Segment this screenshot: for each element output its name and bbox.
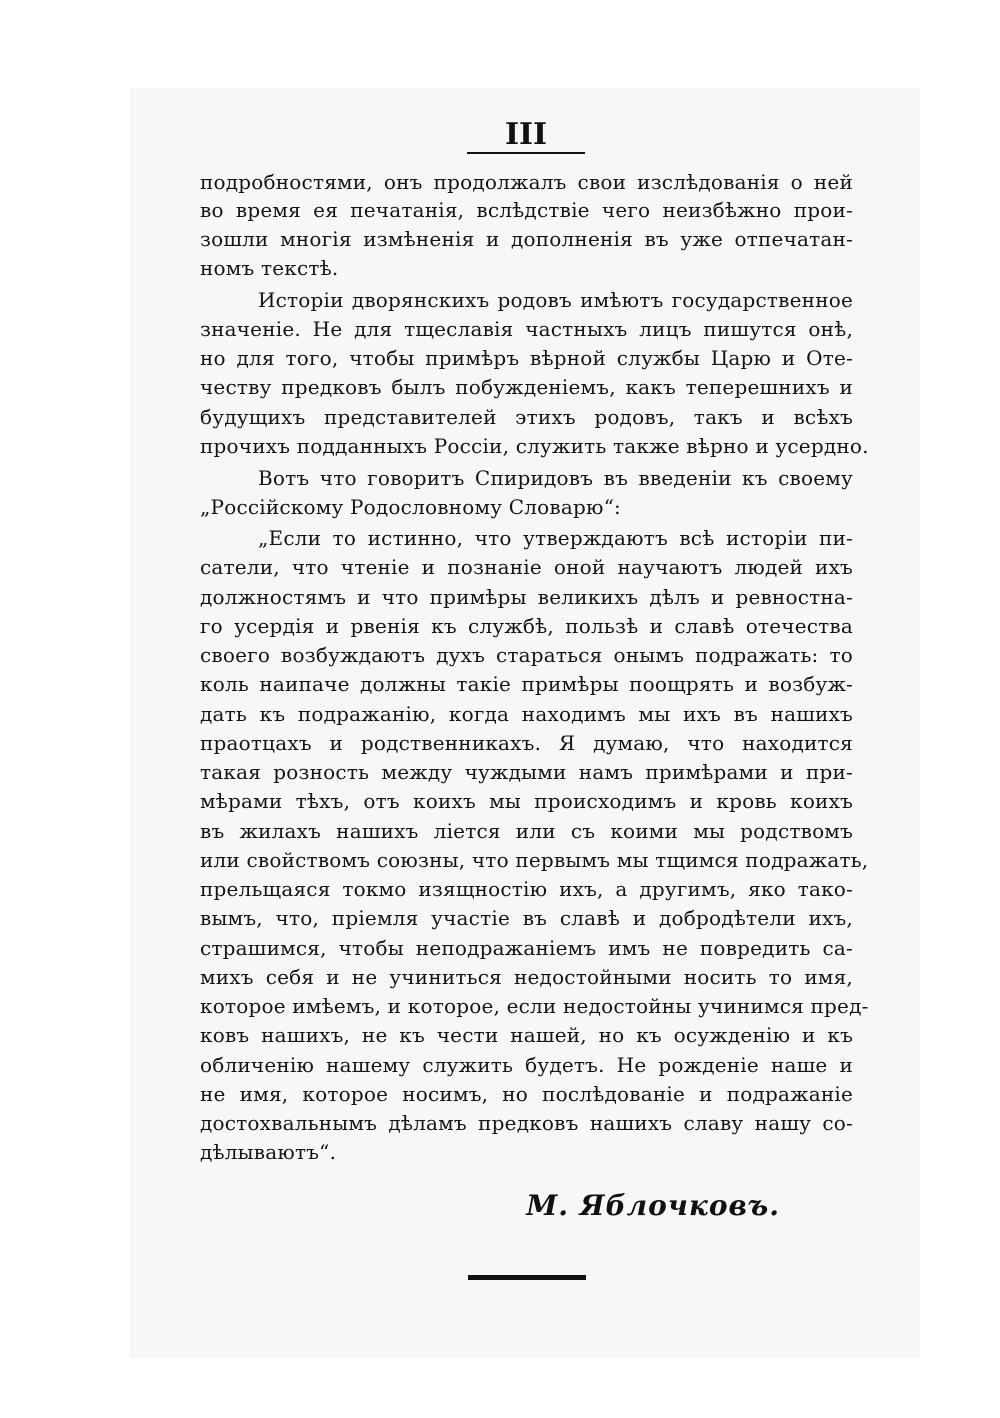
- text-line: достохвальнымъ дѣламъ предковъ нашихъ славу нашу со-: [200, 1111, 853, 1135]
- text-line: ковъ нашихъ, не къ чести нашей, но къ осужденію и къ: [200, 1023, 853, 1047]
- text-line: своего возбуждаютъ духъ стараться онымъ подражать: то: [200, 643, 853, 667]
- text-line: Вотъ что говоритъ Спиридовъ въ введеніи къ своему: [258, 466, 853, 490]
- text-line: страшимся, чтобы неподражаніемъ имъ не повредить са-: [200, 936, 853, 960]
- header-rule: [467, 152, 585, 154]
- text-line: не имя, которое носимъ, но послѣдованіе и подражаніе: [200, 1082, 853, 1106]
- text-line: обличенію нашему служить будетъ. Не рожденіе наше и: [200, 1053, 853, 1077]
- text-line: „Если то истинно, что утверждаютъ всѣ исторіи пи-: [258, 526, 853, 550]
- text-line: честву предковъ былъ побужденіемъ, какъ теперешнихъ и: [200, 375, 853, 399]
- signature: М. Яблочковъ.: [526, 1189, 780, 1222]
- text-line: прочихъ подданныхъ Россіи, служить также вѣрно и усердно.: [200, 434, 869, 458]
- text-line: значеніе. Не для тщеславія частныхъ лицъ пишутся онѣ,: [200, 317, 853, 341]
- text-line: Исторіи дворянскихъ родовъ имѣютъ государственное: [258, 288, 853, 312]
- page-number: III: [504, 117, 548, 152]
- text-line: во время ея печатанія, вслѣдствіе чего неизбѣжно прои-: [200, 198, 853, 222]
- text-line: подробностями, онъ продолжалъ свои изслѣдованія о ней: [200, 170, 853, 194]
- text-line: дѣлываютъ“.: [200, 1140, 337, 1164]
- text-line: прельщаяся токмо изящностію ихъ, а другимъ, яко тако-: [200, 877, 853, 901]
- text-line: коль наипаче должны такіе примѣры поощрять и возбуж-: [200, 672, 853, 696]
- text-line: или свойствомъ союзны, что первымъ мы тщимся подражать,: [200, 848, 869, 872]
- text-line: будущихъ представителей этихъ родовъ, такъ и всѣхъ: [200, 405, 853, 429]
- text-line: вымъ, что, пріемля участіе въ славѣ и добродѣтели ихъ,: [200, 906, 853, 930]
- text-line: праотцахъ и родственникахъ. Я думаю, что находится: [200, 731, 853, 755]
- text-line: го усердія и рвенія къ службѣ, пользѣ и славѣ отечества: [200, 614, 853, 638]
- text-line: михъ себя и не учиниться недостойными носить то имя,: [200, 965, 853, 989]
- text-line: которое имѣемъ, и которое, если недостойны учинимся пред-: [200, 994, 869, 1018]
- text-line: такая розность между чуждыми намъ примѣрами и при-: [200, 760, 853, 784]
- text-line: зошли многія измѣненія и дополненія въ уже отпечатан-: [200, 227, 853, 251]
- text-line: но для того, чтобы примѣръ вѣрной службы Царю и Оте-: [200, 346, 853, 370]
- text-line: номъ текстѣ.: [200, 256, 339, 280]
- text-line: мѣрами тѣхъ, отъ коихъ мы происходимъ и кровь коихъ: [200, 789, 853, 813]
- text-line: сатели, что чтеніе и познаніе оной научаютъ людей ихъ: [200, 555, 853, 579]
- text-line: „Россійскому Родословному Словарю“:: [200, 495, 621, 519]
- text-line: должностямъ и что примѣры великихъ дѣлъ и ревностна-: [200, 585, 853, 609]
- end-rule: [468, 1275, 586, 1280]
- text-line: въ жилахъ нашихъ ліется или съ коими мы родствомъ: [200, 819, 853, 843]
- text-line: дать къ подражанію, когда находимъ мы ихъ въ нашихъ: [200, 702, 853, 726]
